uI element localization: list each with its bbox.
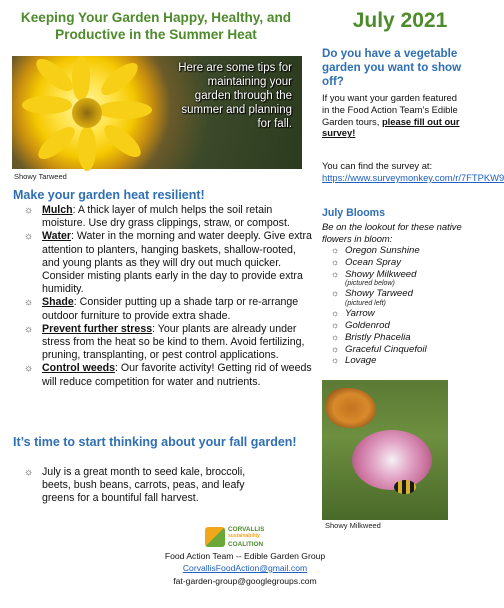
tip-item xyxy=(24,362,314,388)
tip-item xyxy=(24,230,314,296)
showy-milkweed-photo xyxy=(322,380,448,520)
sun-bullet-icon: ☼ xyxy=(331,355,340,366)
sun-bullet-icon: ☼ xyxy=(331,343,340,354)
bloom-item xyxy=(331,320,471,332)
showy-tarweed-photo xyxy=(12,56,302,169)
survey-link[interactable]: please fill out our survey! xyxy=(322,115,460,139)
logo-line-1: CORVALLIS xyxy=(228,526,265,533)
footer-org: Food Action Team -- Edible Garden Group xyxy=(164,551,326,561)
butterfly-image xyxy=(326,388,376,428)
bloom-item xyxy=(331,308,471,320)
fall-garden-heading: It’s time to start thinking about your fall garden! xyxy=(13,435,297,449)
tip-text: : A thick layer of mulch helps the soil retain moisture. Use dry grass clippings, straw, or compost. xyxy=(42,204,290,230)
bloom-note: (pictured below) xyxy=(345,280,395,288)
sun-bullet-icon: ☼ xyxy=(331,308,340,319)
blooms-intro: Be on the lookout for these native flowers in bloom: xyxy=(322,221,462,244)
newsletter-title: Keeping Your Garden Happy, Healthy, and Productive in the Summer Heat xyxy=(20,10,292,42)
tip-text: : Your plants are already under stress from the heat so be kind to them. Avoid fertilizing, pruning, transplanting, or pest control applications. xyxy=(42,322,305,362)
tip-term: Shade xyxy=(42,296,74,309)
bloom-name: Graceful Cinquefoil xyxy=(345,343,427,355)
logo-text xyxy=(228,526,288,548)
sun-bullet-icon: ☼ xyxy=(24,297,34,309)
bloom-item xyxy=(331,355,471,367)
bloom-item xyxy=(331,332,471,344)
bloom-name: Yarrow xyxy=(345,308,375,320)
tip-term: Water xyxy=(42,230,72,243)
footer-email-link[interactable]: CorvallisFoodAction@gmail.com xyxy=(182,563,308,573)
logo-line-3: COALITION xyxy=(228,540,264,548)
sun-bullet-icon: ☼ xyxy=(331,256,340,267)
bloom-name: Showy Milkweed xyxy=(345,268,417,280)
sun-bullet-icon: ☼ xyxy=(331,319,340,330)
tip-item xyxy=(24,323,314,363)
bee-image xyxy=(394,480,416,494)
bloom-item xyxy=(331,257,471,269)
bloom-name: Lovage xyxy=(345,355,377,367)
sun-bullet-icon: ☼ xyxy=(331,288,340,299)
hero-caption: Here are some tips for maintaining your garden through the summer and planning for fall. xyxy=(178,62,292,130)
tip-text: : Our favorite activity! Getting rid of weeds will reduce competition for water and nutrients. xyxy=(42,362,312,388)
flower-center xyxy=(72,98,102,128)
tip-text: : Consider putting up a shade tarp or re-arrange outdoor furniture to provide extra shade. xyxy=(42,296,299,322)
tip-term: Prevent further stress xyxy=(42,322,153,335)
logo-mark-icon xyxy=(205,527,225,547)
survey-question-heading: Do you have a vegetable garden you want to show off? xyxy=(322,47,462,88)
milkweed-photo-credit: Showy Milkweed xyxy=(325,521,381,530)
bloom-item xyxy=(331,288,471,308)
tip-term: Control weeds xyxy=(42,362,115,375)
sun-bullet-icon: ☼ xyxy=(331,331,340,342)
survey-url-label: You can find the survey at: xyxy=(322,160,433,171)
bloom-name: Goldenrod xyxy=(345,319,390,331)
corvallis-sustainability-logo xyxy=(205,525,285,549)
footer-group-email: fat-garden-group@googlegroups.com xyxy=(173,576,317,586)
survey-intro xyxy=(322,92,464,139)
bloom-item xyxy=(331,344,471,356)
fall-item xyxy=(24,466,274,506)
milkweed-flowers-image xyxy=(352,430,432,490)
sun-bullet-icon: ☼ xyxy=(331,245,340,255)
sun-bullet-icon: ☼ xyxy=(24,231,34,243)
tip-item xyxy=(24,296,314,322)
bloom-name: Showy Tarweed xyxy=(345,288,413,300)
bloom-item xyxy=(331,269,471,289)
fall-list xyxy=(24,466,274,506)
sun-bullet-icon: ☼ xyxy=(331,268,340,279)
month-heading: July 2021 xyxy=(352,9,448,32)
tip-term: Mulch xyxy=(42,204,73,216)
sun-bullet-icon: ☼ xyxy=(24,467,34,478)
blooms-list xyxy=(331,245,471,367)
sun-bullet-icon: ☼ xyxy=(24,205,34,216)
survey-intro-text: If you want your garden featured in the Food Action Team’s Edible Garden tours, xyxy=(322,92,458,127)
bloom-note: (pictured left) xyxy=(345,300,386,308)
sun-bullet-icon: ☼ xyxy=(24,363,34,375)
bloom-name: Oregon Sunshine xyxy=(345,245,420,256)
july-blooms-heading: July Blooms xyxy=(322,207,385,219)
logo-line-2: sustainability xyxy=(228,533,260,540)
tip-item xyxy=(24,204,314,230)
survey-url-block xyxy=(322,160,504,184)
heat-resilient-heading: Make your garden heat resilient! xyxy=(13,188,205,202)
fall-item-text: July is a great month to seed kale, broccoli, beets, bush beans, carrots, peas, and leafy greens for a bountiful fall harvest. xyxy=(42,466,246,505)
heat-tips-list xyxy=(24,204,314,389)
bloom-item xyxy=(331,245,471,257)
hero-photo-credit: Showy Tarweed xyxy=(14,172,67,181)
tip-text: : Water in the morning and water deeply. Give extra attention to planters, hanging baskets, shallow-rooted, and young plants as they will dry out much quicker. Consider misting plants early in the day to provide extra humidity. xyxy=(42,230,312,296)
bloom-name: Bristly Phacelia xyxy=(345,331,411,343)
bloom-name: Ocean Spray xyxy=(345,256,401,268)
survey-url-link[interactable]: https://www.surveymonkey.com/r/7FTPKW9 xyxy=(322,171,504,183)
sun-bullet-icon: ☼ xyxy=(24,323,34,335)
